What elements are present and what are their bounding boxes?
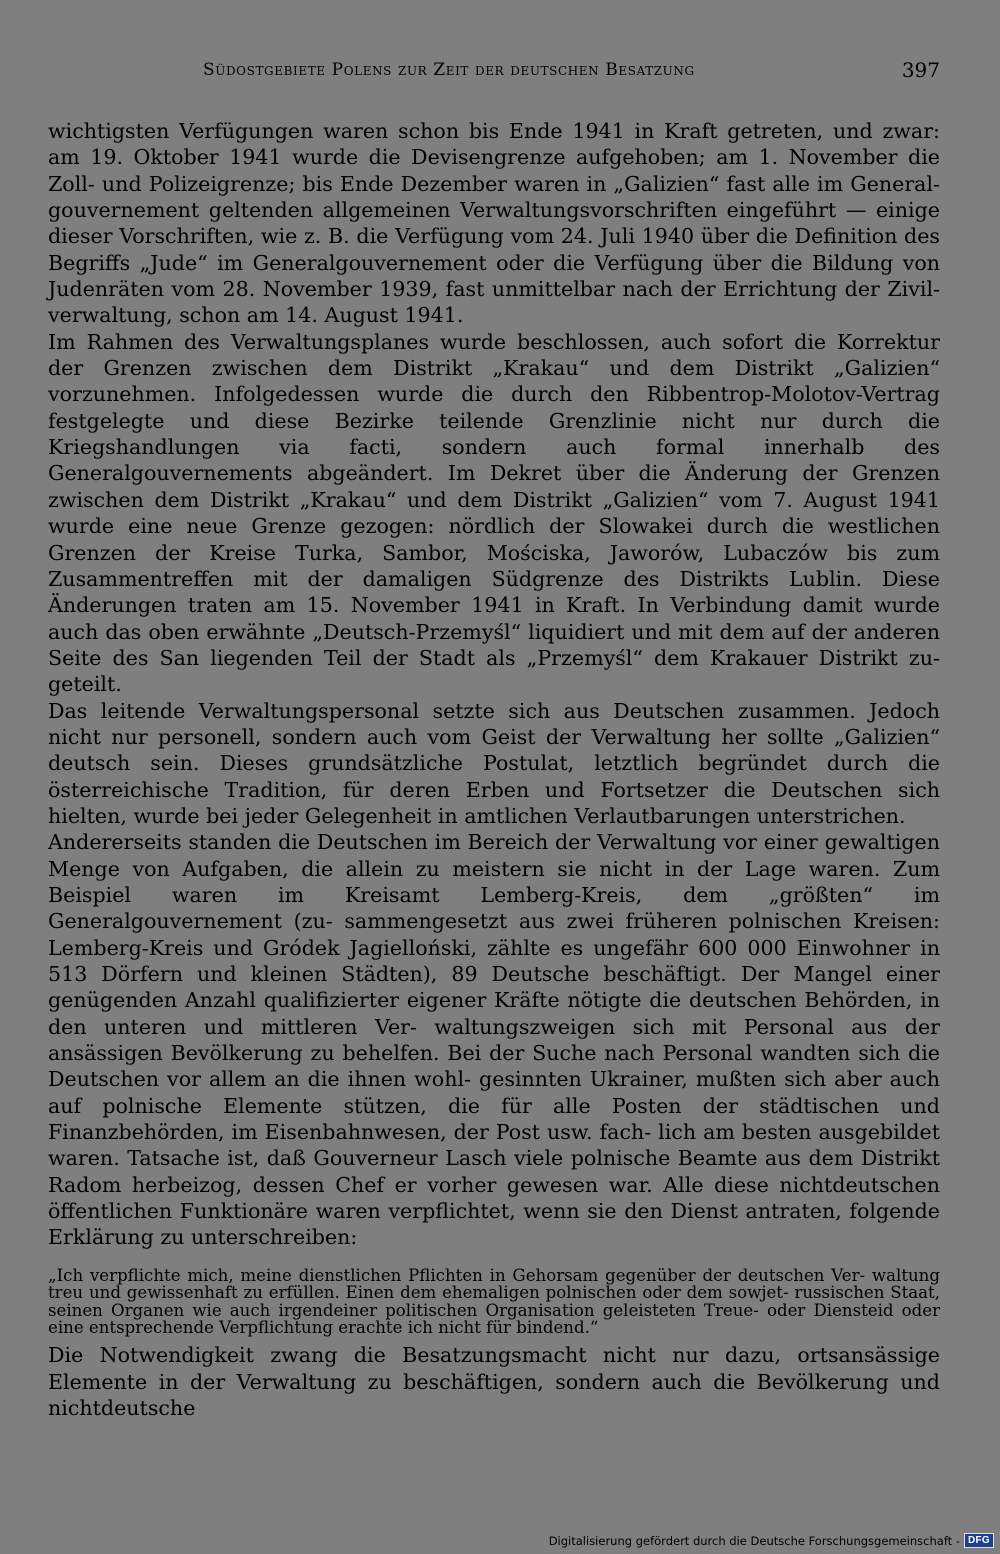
digitization-credit [549, 1533, 994, 1548]
paragraph-4: Andererseits standen die Deutschen im Bereich der Verwaltung vor einer gewaltigen Menge von Aufgaben, die allein zu meistern sie nicht in der Lage waren. Zum Beispiel waren im Kreisamt Lemberg-Kreis, dem „größten“ im Generalgouvernement (zu- sammengesetzt aus zwei früheren polnischen Kreisen: Lemberg-Kreis und Gródek Jagielloński, zählte es ungefähr 600 000 Einwohner in 513 Dörfern und kleinen Städten), 89 Deutsche beschäftigt. Der Mangel einer genügenden Anzahl qualifizierter eigener Kräfte nötigte die deutschen Behörden, in den unteren und mittleren Ver- waltungszweigen sich mit Personal aus der ansässigen Bevölkerung zu behelfen. Bei der Suche nach Personal wandten sich die Deutschen vor allem an die ihnen wohl- gesinnten Ukrainer, mußten sich aber auch auf polnische Elemente stützen, die für alle Posten der städtischen und Finanzbehörden, im Eisenbahnwesen, der Post usw. fach- lich am besten ausgebildet waren. Tatsache ist, daß Gouverneur Lasch viele polnische Beamte aus dem Distrikt Radom herbeizog, dessen Chef er vorher gewesen war. Alle diese nichtdeutschen öffentlichen Funktionäre waren verpflichtet, wenn sie den Dienst antraten, folgende Erklärung zu unterschreiben: [48, 830, 940, 1250]
credit-text: Digitalisierung gefördert durch die Deutsche Forschungsgemeinschaft - [548, 1533, 960, 1548]
paragraph-5: Die Notwendigkeit zwang die Besatzungsmacht nicht nur dazu, ortsansässige Elemente in der Verwaltung zu beschäftigen, sondern auch die Bevölkerung und nichtdeutsche [48, 1343, 940, 1421]
paragraph-2: Im Rahmen des Verwaltungsplanes wurde beschlossen, auch sofort die Korrektur der Grenzen zwischen dem Distrikt „Krakau“ und dem Distrikt „Galizien“ vorzunehmen. Infolgedessen wurde die durch den Ribbentrop-Molotov-Vertrag festgelegte und diese Bezirke teilende Grenzlinie nicht nur durch die Kriegshandlungen via facti, sondern auch formal innerhalb des Generalgouvernements abgeändert. Im Dekret über die Änderung der Grenzen zwischen dem Distrikt „Krakau“ und dem Distrikt „Galizien“ vom 7. August 1941 wurde eine neue Grenze gezogen: nördlich der Slowakei durch die westlichen Grenzen der Kreise Turka, Sambor, Mościska, Jaworów, Lubaczów bis zum Zusammentreffen mit der damaligen Südgrenze des Distrikts Lublin. Diese Änderungen traten am 15. November 1941 in Kraft. In Verbindung damit wurde auch das oben erwähnte „Deutsch-Przemyśl“ liquidiert und mit dem auf der anderen Seite des San liegenden Teil der Stadt als „Przemyśl“ dem Krakauer Distrikt zu- geteilt. [48, 329, 940, 697]
block-quote [48, 1267, 940, 1337]
running-header [48, 60, 940, 92]
paragraph-3: Das leitende Verwaltungspersonal setzte sich aus Deutschen zusammen. Jedoch nicht nur personell, sondern auch vom Geist der Verwaltung her sollte „Galizien“ deutsch sein. Dieses grundsätzliche Postulat, letztlich begründet durch die österreichische Tradition, für deren Erben und Fortsetzer die Deutschen sich hielten, wurde bei jeder Gelegenheit in amtlichen Verlautbarungen unterstrichen. [48, 698, 940, 828]
quote-text: „Ich verpflichte mich, meine dienstlichen Pflichten in Gehorsam gegenüber der deutschen Ver- waltung treu und gewissenhaft zu erfüllen. Einen dem ehemaligen polnischen oder dem sowjet- russischen Staat, seinen Organen wie auch irgendeiner politischen Organisation geleisteten Treue- oder Diensteid oder eine entsprechende Verpflichtung erachte ich nicht für bindend.“ [48, 1265, 940, 1337]
running-title: Südostgebiete Polens zur Zeit der deutschen Besatzung [203, 60, 695, 80]
dfg-logo: DFG [964, 1533, 994, 1548]
book-page [48, 60, 940, 1421]
body-text [48, 118, 940, 1421]
page-number: 397 [901, 58, 940, 82]
paragraph-1: wichtigsten Verfügungen waren schon bis Ende 1941 in Kraft getreten, und zwar: am 19. Oktober 1941 wurde die Devisengrenze aufgehoben; am 1. November die Zoll- und Polizeigrenze; bis Ende Dezember waren in „Galizien“ fast alle im General- gouvernement geltenden allgemeinen Verwaltungsvorschriften eingeführt — einige dieser Vorschriften, wie z. B. die Verfügung vom 24. Juli 1940 über die Definition des Begriffs „Jude“ im Generalgouvernement oder die Verfügung über die Bildung von Judenräten vom 28. November 1939, fast unmittelbar nach der Errichtung der Zivil- verwaltung, schon am 14. August 1941. [48, 119, 940, 328]
